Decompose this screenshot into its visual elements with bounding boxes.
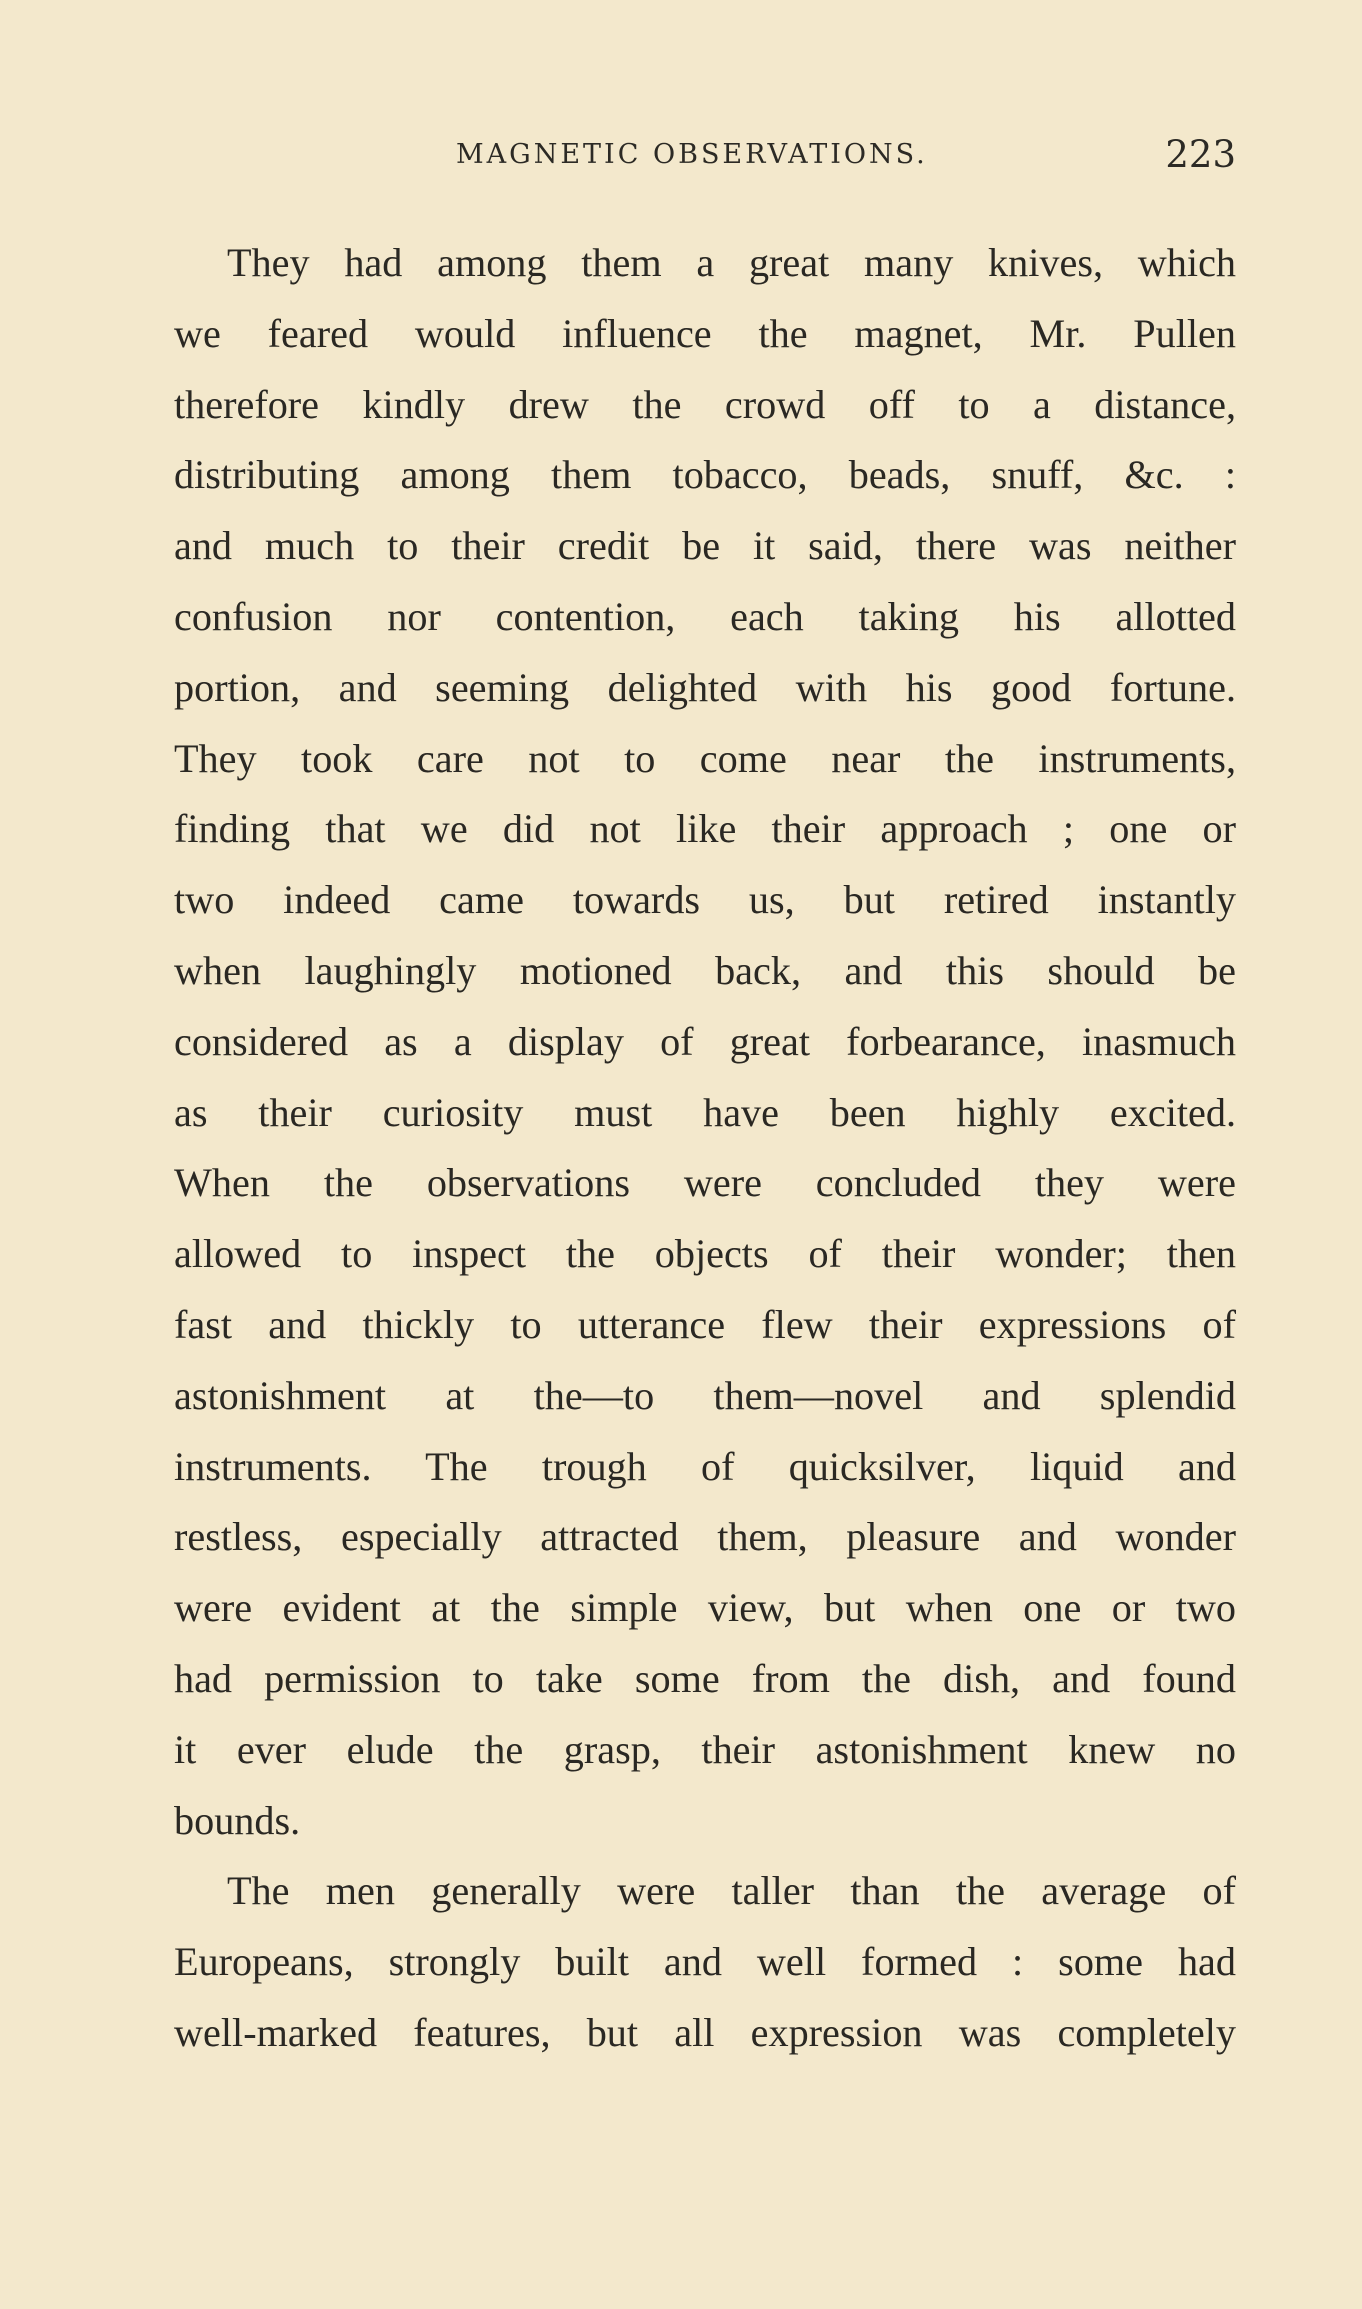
text-line: we feared would influence the magnet, Mr. Pullen (174, 310, 1236, 356)
text-line: restless, especially attracted them, pleasure and wonder (174, 1514, 1236, 1560)
text-line: They took care not to come near the instruments, (174, 735, 1236, 781)
text-line: finding that we did not like their approach ; one or (174, 806, 1236, 852)
text-line: portion, and seeming delighted with his good fortune. (174, 664, 1236, 710)
text-line: bounds. (174, 1797, 301, 1843)
text-line: were evident at the simple view, but when one or two (174, 1585, 1236, 1631)
text-line: had permission to take some from the dish, and found (174, 1655, 1236, 1701)
text-line: When the observations were concluded they were (174, 1160, 1236, 1206)
text-line: The men generally were taller than the average of (227, 1868, 1236, 1914)
text-line: confusion nor contention, each taking his allotted (174, 593, 1236, 639)
text-line: instruments. The trough of quicksilver, liquid and (174, 1443, 1236, 1489)
text-line: well-marked features, but all expression was completely (174, 2009, 1236, 2055)
text-line: as their curiosity must have been highly excited. (174, 1089, 1236, 1135)
text-line: considered as a display of great forbearance, inasmuch (174, 1018, 1236, 1064)
page-header (174, 133, 1236, 183)
text-line: two indeed came towards us, but retired instantly (174, 877, 1236, 923)
page-number: 223 (1165, 133, 1236, 176)
body-text (174, 228, 1236, 2069)
text-line: astonishment at the—to them—novel and splendid (174, 1372, 1236, 1418)
text-line: it ever elude the grasp, their astonishment knew no (174, 1726, 1236, 1772)
text-line: fast and thickly to utterance flew their expressions of (174, 1301, 1236, 1347)
text-line: distributing among them tobacco, beads, snuff, &c. : (174, 452, 1236, 498)
text-line: when laughingly motioned back, and this should be (174, 947, 1236, 993)
text-line: and much to their credit be it said, there was neither (174, 523, 1236, 569)
text-line: They had among them a great many knives, which (227, 240, 1236, 285)
running-head: MAGNETIC OBSERVATIONS. (456, 139, 928, 170)
text-line: therefore kindly drew the crowd off to a distance, (174, 381, 1236, 427)
text-line: allowed to inspect the objects of their wonder; then (174, 1231, 1236, 1277)
text-line: Europeans, strongly built and well formed : some had (174, 1939, 1236, 1985)
